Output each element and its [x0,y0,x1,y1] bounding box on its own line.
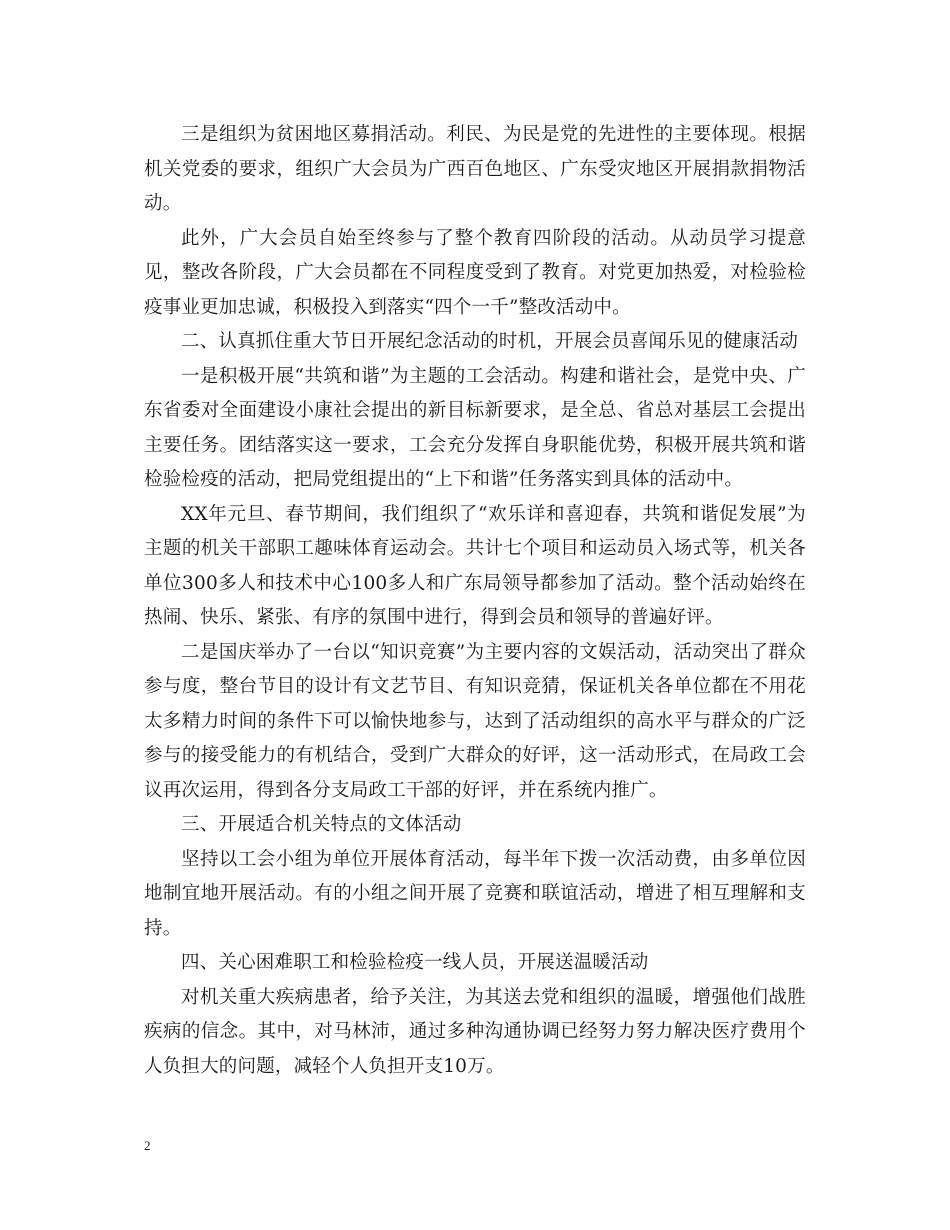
document-body [144,118,806,1084]
paragraph-education-stages: 此外，广大会员自始至终参与了整个教育四阶段的活动。从动员学习提意见，整改各阶段，广大会员都在不同程度受到了教育。对党更加热爱，对检验检疫事业更加忠诚，积极投入到落实“四个一千”整改活动中。 [144,227,806,318]
paragraph-sports-meet: XX年元旦、春节期间，我们组织了“欢乐详和喜迎春，共筑和谐促发展”为主题的机关干部职工趣味体育运动会。共计七个项目和运动员入场式等，机关各单位300多人和技术中心100多人和广东局领导都参加了活动。整个活动始终在热闹、快乐、紧张、有序的氛围中进行，得到会员和领导的普遍好评。 [144,503,806,628]
paragraph-knowledge-contest: 二是国庆举办了一台以“知识竞赛”为主要内容的文娱活动，活动突出了群众参与度，整台节目的设计有文艺节目、有知识竞猜，保证机关各单位都在不用花太多精力时间的条件下可以愉快地参与，达到了活动组织的高水平与群众的广泛参与的接受能力的有机结合，受到广大群众的好评，这一活动形式，在局政工会议再次运用，得到各分支局政工干部的好评，并在系统内推广。 [144,641,806,801]
section-heading-cultural-activities: 三、开展适合机关特点的文体活动 [181,814,462,835]
paragraph-fundraising: 三是组织为贫困地区募捐活动。利民、为民是党的先进性的主要体现。根据机关党委的要求，组织广大会员为广西百色地区、广东受灾地区开展捐款捐物活动。 [144,124,806,214]
page-number: 2 [144,1138,151,1153]
paragraph-illness-support: 对机关重大疾病患者，给予关注，为其送去党和组织的温暖，增强他们战胜疾病的信念。其中，对马林沛，通过多种沟通协调已经努力努力解决医疗费用个人负担大的问题，减轻个人负担开支10万。 [144,986,806,1077]
paragraph-group-sports: 坚持以工会小组为单位开展体育活动，每半年下拨一次活动费，由多单位因地制宜地开展活动。有的小组之间开展了竞赛和联谊活动，增进了相互理解和支持。 [144,848,806,939]
section-heading-festival-activities: 二、认真抓住重大节日开展纪念活动的时机，开展会员喜闻乐见的健康活动 [181,331,799,352]
section-heading-warmth-activities: 四、关心困难职工和检验检疫一线人员，开展送温暖活动 [181,952,649,973]
paragraph-harmony-theme: 一是积极开展“共筑和谐”为主题的工会活动。构建和谐社会，是党中央、广东省委对全面建设小康社会提出的新目标新要求，是全总、省总对基层工会提出主要任务。团结落实这一要求，工会充分发挥自身职能优势，积极开展共筑和谐检验检疫的活动，把局党组提出的“上下和谐”任务落实到具体的活动中。 [144,365,806,490]
